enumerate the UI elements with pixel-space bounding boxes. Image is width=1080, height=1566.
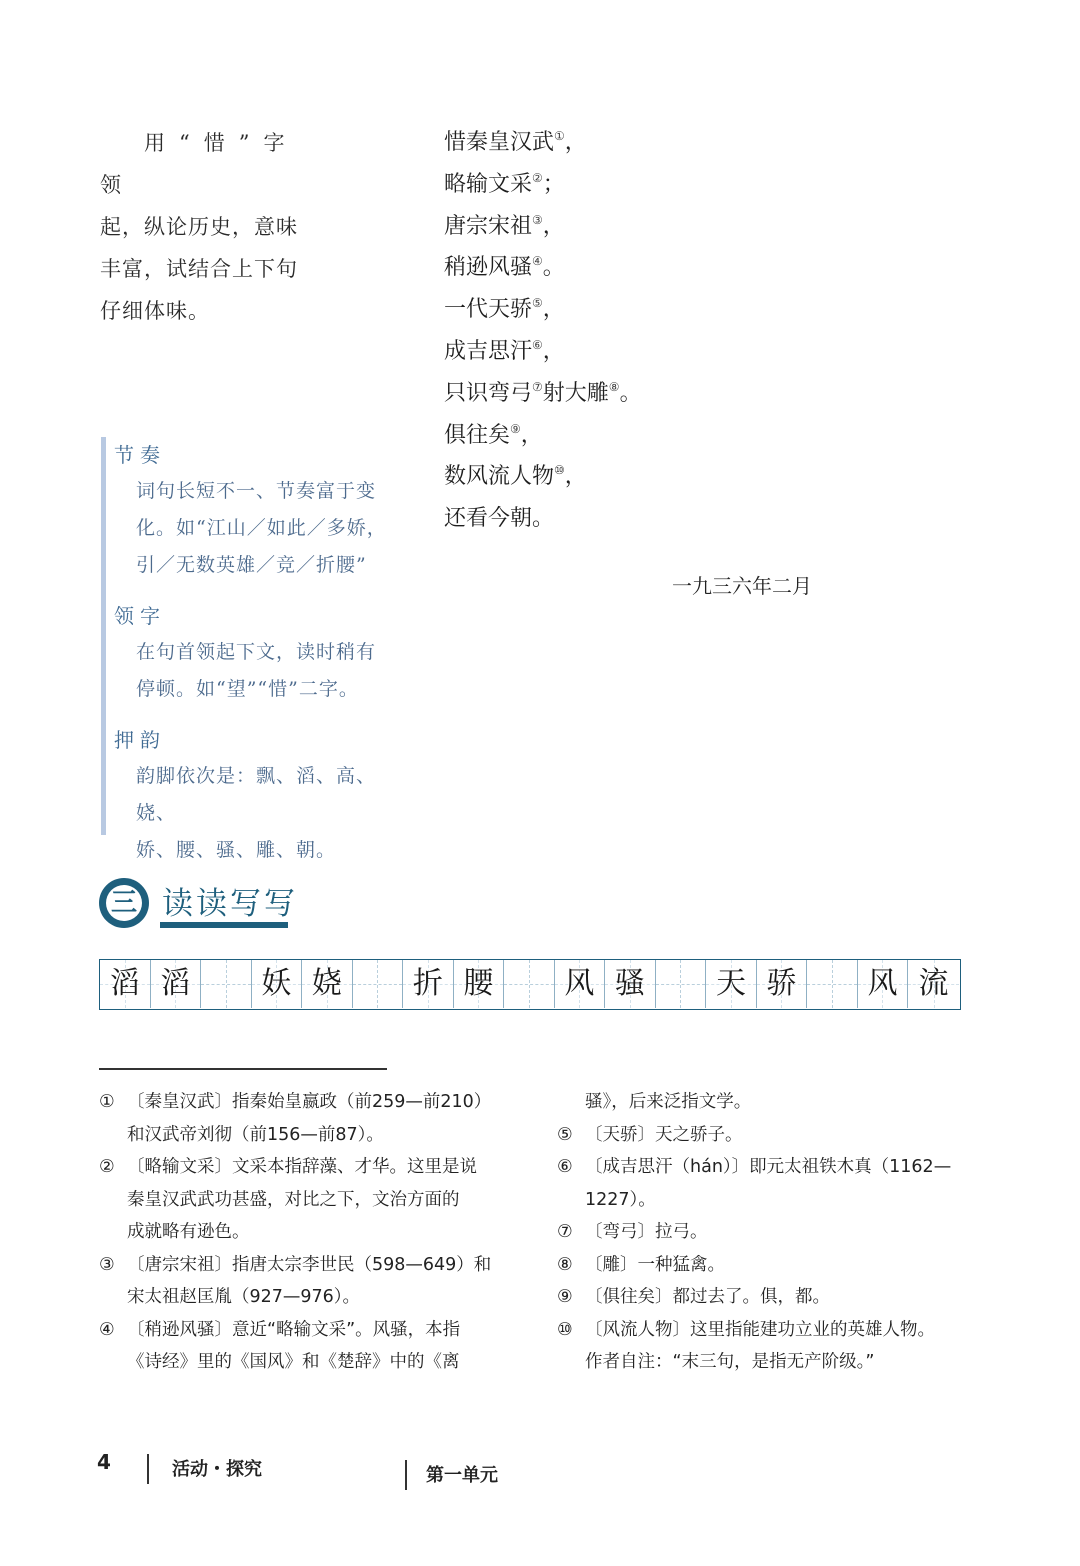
footnote-line: 骚》，后来泛指文学。 xyxy=(585,1092,752,1112)
footnote-mark: ⑨ xyxy=(557,1287,573,1307)
poem-line: 还看今朝。 xyxy=(444,506,555,532)
reading-tip-line: 起，纵论历史，意味 xyxy=(100,215,298,239)
footnote-line: 1227）。 xyxy=(585,1189,656,1210)
poem-line: 只识弯弓⑦射大雕⑧。 xyxy=(444,379,642,406)
reading-tip-line: 丰富，试结合上下句 xyxy=(100,257,298,281)
grid-cell-blank[interactable] xyxy=(353,960,404,1008)
footnote-mark: ⑦ xyxy=(557,1222,573,1242)
poem-text xyxy=(444,122,642,540)
section-number-icon: 三 xyxy=(99,878,149,928)
grid-cell-character: 流 xyxy=(908,960,959,1008)
footer-divider xyxy=(405,1460,407,1490)
footnote-line: ⑩ 〔风流人物〕这里指能建功立业的英雄人物。 xyxy=(557,1314,987,1347)
footnote-mark: ⑧ xyxy=(557,1254,573,1275)
footnote-line: 成就略有逊色。 xyxy=(127,1222,250,1242)
grid-cell-character: 骄 xyxy=(757,960,808,1008)
poem-date: 一九三六年二月 xyxy=(672,574,812,598)
sidenote-line: 停顿。如“望”“惜”二字。 xyxy=(136,678,359,700)
grid-cell-character: 天 xyxy=(706,960,757,1008)
grid-cell-character: 风 xyxy=(858,960,909,1008)
footer-section-label: 活动・探究 xyxy=(172,1459,262,1480)
footnotes-right xyxy=(557,1086,987,1379)
footnote-mark: ① xyxy=(99,1092,115,1112)
footnote-mark: ⑥ xyxy=(557,1157,573,1177)
footnote-line: 《诗经》里的《国风》和《楚辞》中的《离 xyxy=(127,1352,460,1372)
grid-cell-character: 妖 xyxy=(252,960,303,1008)
footnotes-left xyxy=(99,1086,519,1379)
sidenote-heading: 押韵 xyxy=(114,728,166,752)
poem-line: 惜秦皇汉武①， xyxy=(444,129,587,155)
reading-tip xyxy=(100,122,330,332)
footnote-line: ③ 〔唐宗宋祖〕指唐太宗李世民（598—649）和 xyxy=(99,1249,519,1282)
grid-cell-character: 腰 xyxy=(454,960,505,1008)
sidenote-line: 化。如“江山／如此／多娇， xyxy=(136,517,387,539)
footnote-line: ② 〔略输文采〕文采本指辞藻、才华。这里是说 xyxy=(99,1151,519,1184)
footnote-mark: ② xyxy=(99,1157,115,1177)
section-underline xyxy=(160,922,288,928)
poem-line: 稍逊风骚④。 xyxy=(444,254,565,281)
sidenote-line: 引／无数英雄／竞／折腰” xyxy=(136,554,367,576)
grid-cell-character: 折 xyxy=(403,960,454,1008)
grid-cell-character: 骚 xyxy=(605,960,656,1008)
footer-unit-label: 第一单元 xyxy=(426,1465,498,1486)
writing-grid xyxy=(99,959,961,1010)
footnote-line: 和汉武帝刘彻（前156—前87）。 xyxy=(127,1124,384,1145)
grid-cell-character: 滔 xyxy=(100,960,151,1008)
footnote-line: ⑥ 〔成吉思汗（hán）〕即元太祖铁木真（1162— xyxy=(557,1151,987,1184)
poem-line: 一代天骄⑤， xyxy=(444,296,565,323)
sidenote-bar xyxy=(101,437,106,835)
footnote-mark: ③ xyxy=(99,1254,115,1275)
poem-line: 唐宗宋祖③， xyxy=(444,212,565,239)
footnote-line: ④ 〔稍逊风骚〕意近“略输文采”。风骚，本指 xyxy=(99,1314,519,1347)
footnote-line: ① 〔秦皇汉武〕指秦始皇嬴政（前259—前210） xyxy=(99,1086,519,1119)
footnote-mark: ⑩ xyxy=(557,1319,573,1340)
sidenote-line: 在句首领起下文，读时稍有 xyxy=(136,641,377,663)
footnote-line: 秦皇汉武武功甚盛，对比之下，文治方面的 xyxy=(127,1189,460,1210)
sidenote-line: 韵脚依次是：飘、滔、高、娆、 xyxy=(136,765,377,824)
sidenotes xyxy=(114,437,404,869)
poem-line: 成吉思汗⑥， xyxy=(444,337,565,364)
footnote-line: 作者自注：“末三句，是指无产阶级。” xyxy=(585,1352,875,1372)
poem-line: 数风流人物⑩， xyxy=(444,463,587,490)
footnote-line: ⑧ 〔雕〕一种猛禽。 xyxy=(557,1249,987,1282)
poem-line: 略输文采②； xyxy=(444,170,565,197)
reading-tip-line: 仔细体味。 xyxy=(100,299,210,323)
footnote-line: ⑨ 〔俱往矣〕都过去了。俱，都。 xyxy=(557,1281,987,1314)
sidenote-line: 娇、腰、骚、雕、朝。 xyxy=(136,839,337,861)
grid-cell-character: 滔 xyxy=(151,960,202,1008)
poem-line: 俱往矣⑨， xyxy=(444,421,543,448)
sidenote-line: 词句长短不一、节奏富于变 xyxy=(136,480,377,502)
sidenote-heading: 节奏 xyxy=(114,443,166,467)
grid-cell-blank[interactable] xyxy=(504,960,555,1008)
grid-cell-blank[interactable] xyxy=(201,960,252,1008)
sidenote-heading: 领字 xyxy=(114,604,166,628)
section-title: 读读写写 xyxy=(162,886,298,922)
footnote-mark: ④ xyxy=(99,1319,115,1340)
grid-cell-character: 娆 xyxy=(302,960,353,1008)
footnote-mark: ⑤ xyxy=(557,1124,573,1145)
footer-divider xyxy=(147,1454,149,1484)
footnote-line: 宋太祖赵匡胤（927—976）。 xyxy=(127,1287,361,1307)
page-number: 4 xyxy=(97,1450,111,1474)
footnote-line: ⑦ 〔弯弓〕拉弓。 xyxy=(557,1216,987,1249)
reading-tip-line: 用“惜”字领 xyxy=(100,131,299,197)
grid-cell-blank[interactable] xyxy=(807,960,858,1008)
footnote-line: ⑤ 〔天骄〕天之骄子。 xyxy=(557,1119,987,1152)
grid-cell-character: 风 xyxy=(555,960,606,1008)
grid-cell-blank[interactable] xyxy=(656,960,707,1008)
footnote-divider xyxy=(99,1068,387,1070)
